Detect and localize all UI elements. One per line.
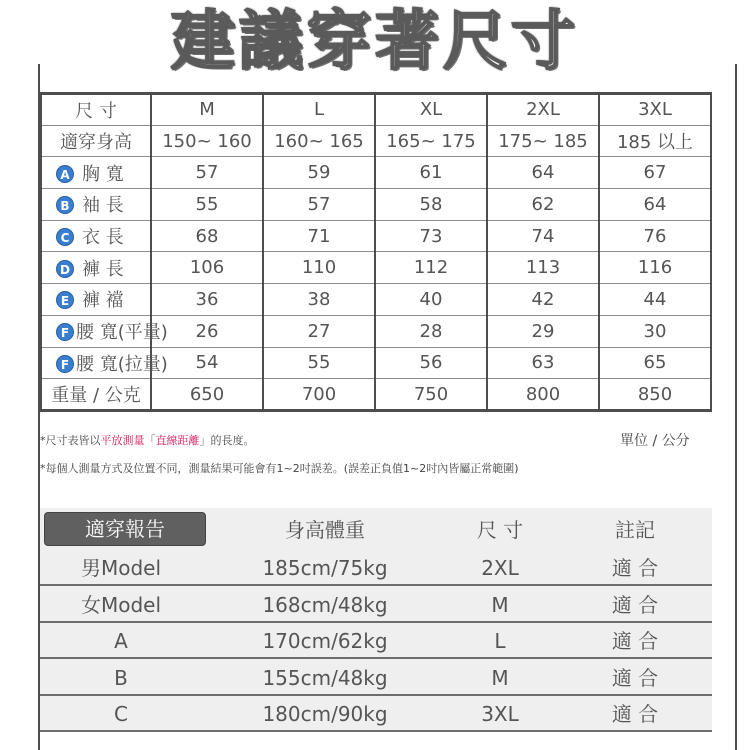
measure-cell: 67 [599,157,711,189]
measure-cell: 30 [599,315,711,347]
fit-note: 適 合 [611,556,659,580]
model-name: 男Model [80,556,162,580]
fit-note: 適 合 [611,629,659,653]
measure-row [41,347,711,379]
measure-cell: 73 [375,220,487,252]
measure-badge-icon: B [56,196,74,214]
weight-row [41,379,711,411]
height-cell: 160~ 165 [263,125,375,157]
fit-report-tab[interactable]: 適穿報告 [44,512,206,546]
weight-cell: 700 [263,379,375,411]
measure-cell: 113 [487,252,599,284]
measure-cell: 76 [599,220,711,252]
fit-size: M [491,592,509,617]
measure-label: 腰 寬(平量) [76,322,168,344]
model-name: 女Model [80,592,162,617]
measure-row [41,252,711,284]
fit-report-header [40,508,712,548]
fit-size: 3XL [481,702,519,726]
measure-cell: 68 [151,220,263,252]
measure-cell: 28 [375,315,487,347]
measure-row-label [41,157,151,189]
height-weight: 155cm/48kg [262,665,388,690]
size-header-label: 尺 寸 [41,94,151,126]
measure-cell: 57 [263,189,375,221]
measure-label: 衣 長 [82,227,124,249]
measure-cell: 38 [263,284,375,316]
fit-report-row [40,660,712,696]
fit-report-row [40,550,712,586]
fit-size: 2XL [481,556,519,580]
fit-report-row [40,696,712,732]
measure-cell: 59 [263,157,375,189]
fit-report-panel [40,508,712,732]
note-measurement: *尺寸表皆以平放測量「直線距離」的長度。 [40,434,255,447]
measure-cell: 58 [375,189,487,221]
note-tolerance: *每個人測量方式及位置不同，測量結果可能會有1~2吋誤差。(誤差正負值1~2吋內皆屬正常範圍) [40,462,519,475]
header-height-weight: 身高體重 [285,518,365,542]
fit-size: L [494,629,506,653]
measure-label: 腰 寬(拉量) [76,353,168,375]
measure-cell: 54 [151,347,263,379]
measure-cell: 110 [263,252,375,284]
fit-report-row [40,587,712,623]
measure-cell: 112 [375,252,487,284]
measure-cell: 44 [599,284,711,316]
measure-row-label [41,252,151,284]
measure-row [41,220,711,252]
fit-report-row [40,623,712,659]
measure-cell: 29 [487,315,599,347]
fit-size: M [491,665,509,690]
measure-row-label [41,284,151,316]
measure-row-label [41,347,168,379]
fit-note: 適 合 [611,592,659,617]
measure-row [41,284,711,316]
measure-cell: 106 [151,252,263,284]
measure-label: 胸 寬 [82,163,124,185]
measure-label: 褲 襠 [82,290,124,312]
height-cell: 175~ 185 [487,125,599,157]
measure-row [41,315,711,347]
height-cell: 165~ 175 [375,125,487,157]
measure-cell: 40 [375,284,487,316]
measure-badge-icon: C [56,228,74,246]
measure-label: 袖 長 [82,195,124,217]
weight-cell: 800 [487,379,599,411]
size-header-cell: 2XL [487,94,599,126]
measure-row-label [41,315,168,347]
size-header-cell: M [151,94,263,126]
measure-cell: 64 [599,189,711,221]
header-size: 尺 寸 [476,518,524,542]
measure-badge-icon: A [56,165,74,183]
page-title: 建議穿著尺寸 [171,5,579,79]
measure-row [41,157,711,189]
height-row-label: 適穿身高 [41,125,151,157]
height-weight: 180cm/90kg [262,702,388,726]
model-name: C [114,702,128,726]
size-header-row [41,94,711,126]
size-header-cell: XL [375,94,487,126]
measure-cell: 74 [487,220,599,252]
measure-row [41,189,711,221]
height-row [41,125,711,157]
measure-cell: 71 [263,220,375,252]
measure-cell: 56 [375,347,487,379]
measure-cell: 55 [263,347,375,379]
measure-label: 褲 長 [82,258,124,280]
size-header-cell: L [263,94,375,126]
measure-badge-icon: F [56,323,74,341]
measure-cell: 36 [151,284,263,316]
model-name: A [114,629,128,653]
size-table [40,92,712,412]
size-header-cell: 3XL [599,94,711,126]
weight-cell: 750 [375,379,487,411]
measure-cell: 27 [263,315,375,347]
measure-row-label [41,189,151,221]
measure-cell: 65 [599,347,711,379]
measure-cell: 26 [151,315,263,347]
measure-cell: 63 [487,347,599,379]
height-cell: 150~ 160 [151,125,263,157]
height-cell: 185 以上 [599,125,711,157]
weight-cell: 650 [151,379,263,411]
measure-cell: 64 [487,157,599,189]
weight-row-label: 重量 / 公克 [41,379,151,411]
weight-cell: 850 [599,379,711,411]
height-weight: 168cm/48kg [262,592,388,617]
right-border-line [735,64,737,750]
measure-cell: 42 [487,284,599,316]
unit-label: 單位 / 公分 [620,433,690,449]
height-weight: 170cm/62kg [262,629,388,653]
measure-badge-icon: D [56,260,74,278]
measure-cell: 61 [375,157,487,189]
fit-note: 適 合 [611,665,659,690]
measure-cell: 55 [151,189,263,221]
measure-badge-icon: E [56,291,74,309]
measure-cell: 57 [151,157,263,189]
fit-note: 適 合 [611,702,659,726]
height-weight: 185cm/75kg [262,556,388,580]
measure-cell: 116 [599,252,711,284]
measure-badge-icon: F [56,355,74,373]
measure-row-label [41,220,151,252]
measure-cell: 62 [487,189,599,221]
model-name: B [114,665,128,690]
header-note: 註記 [615,518,655,542]
